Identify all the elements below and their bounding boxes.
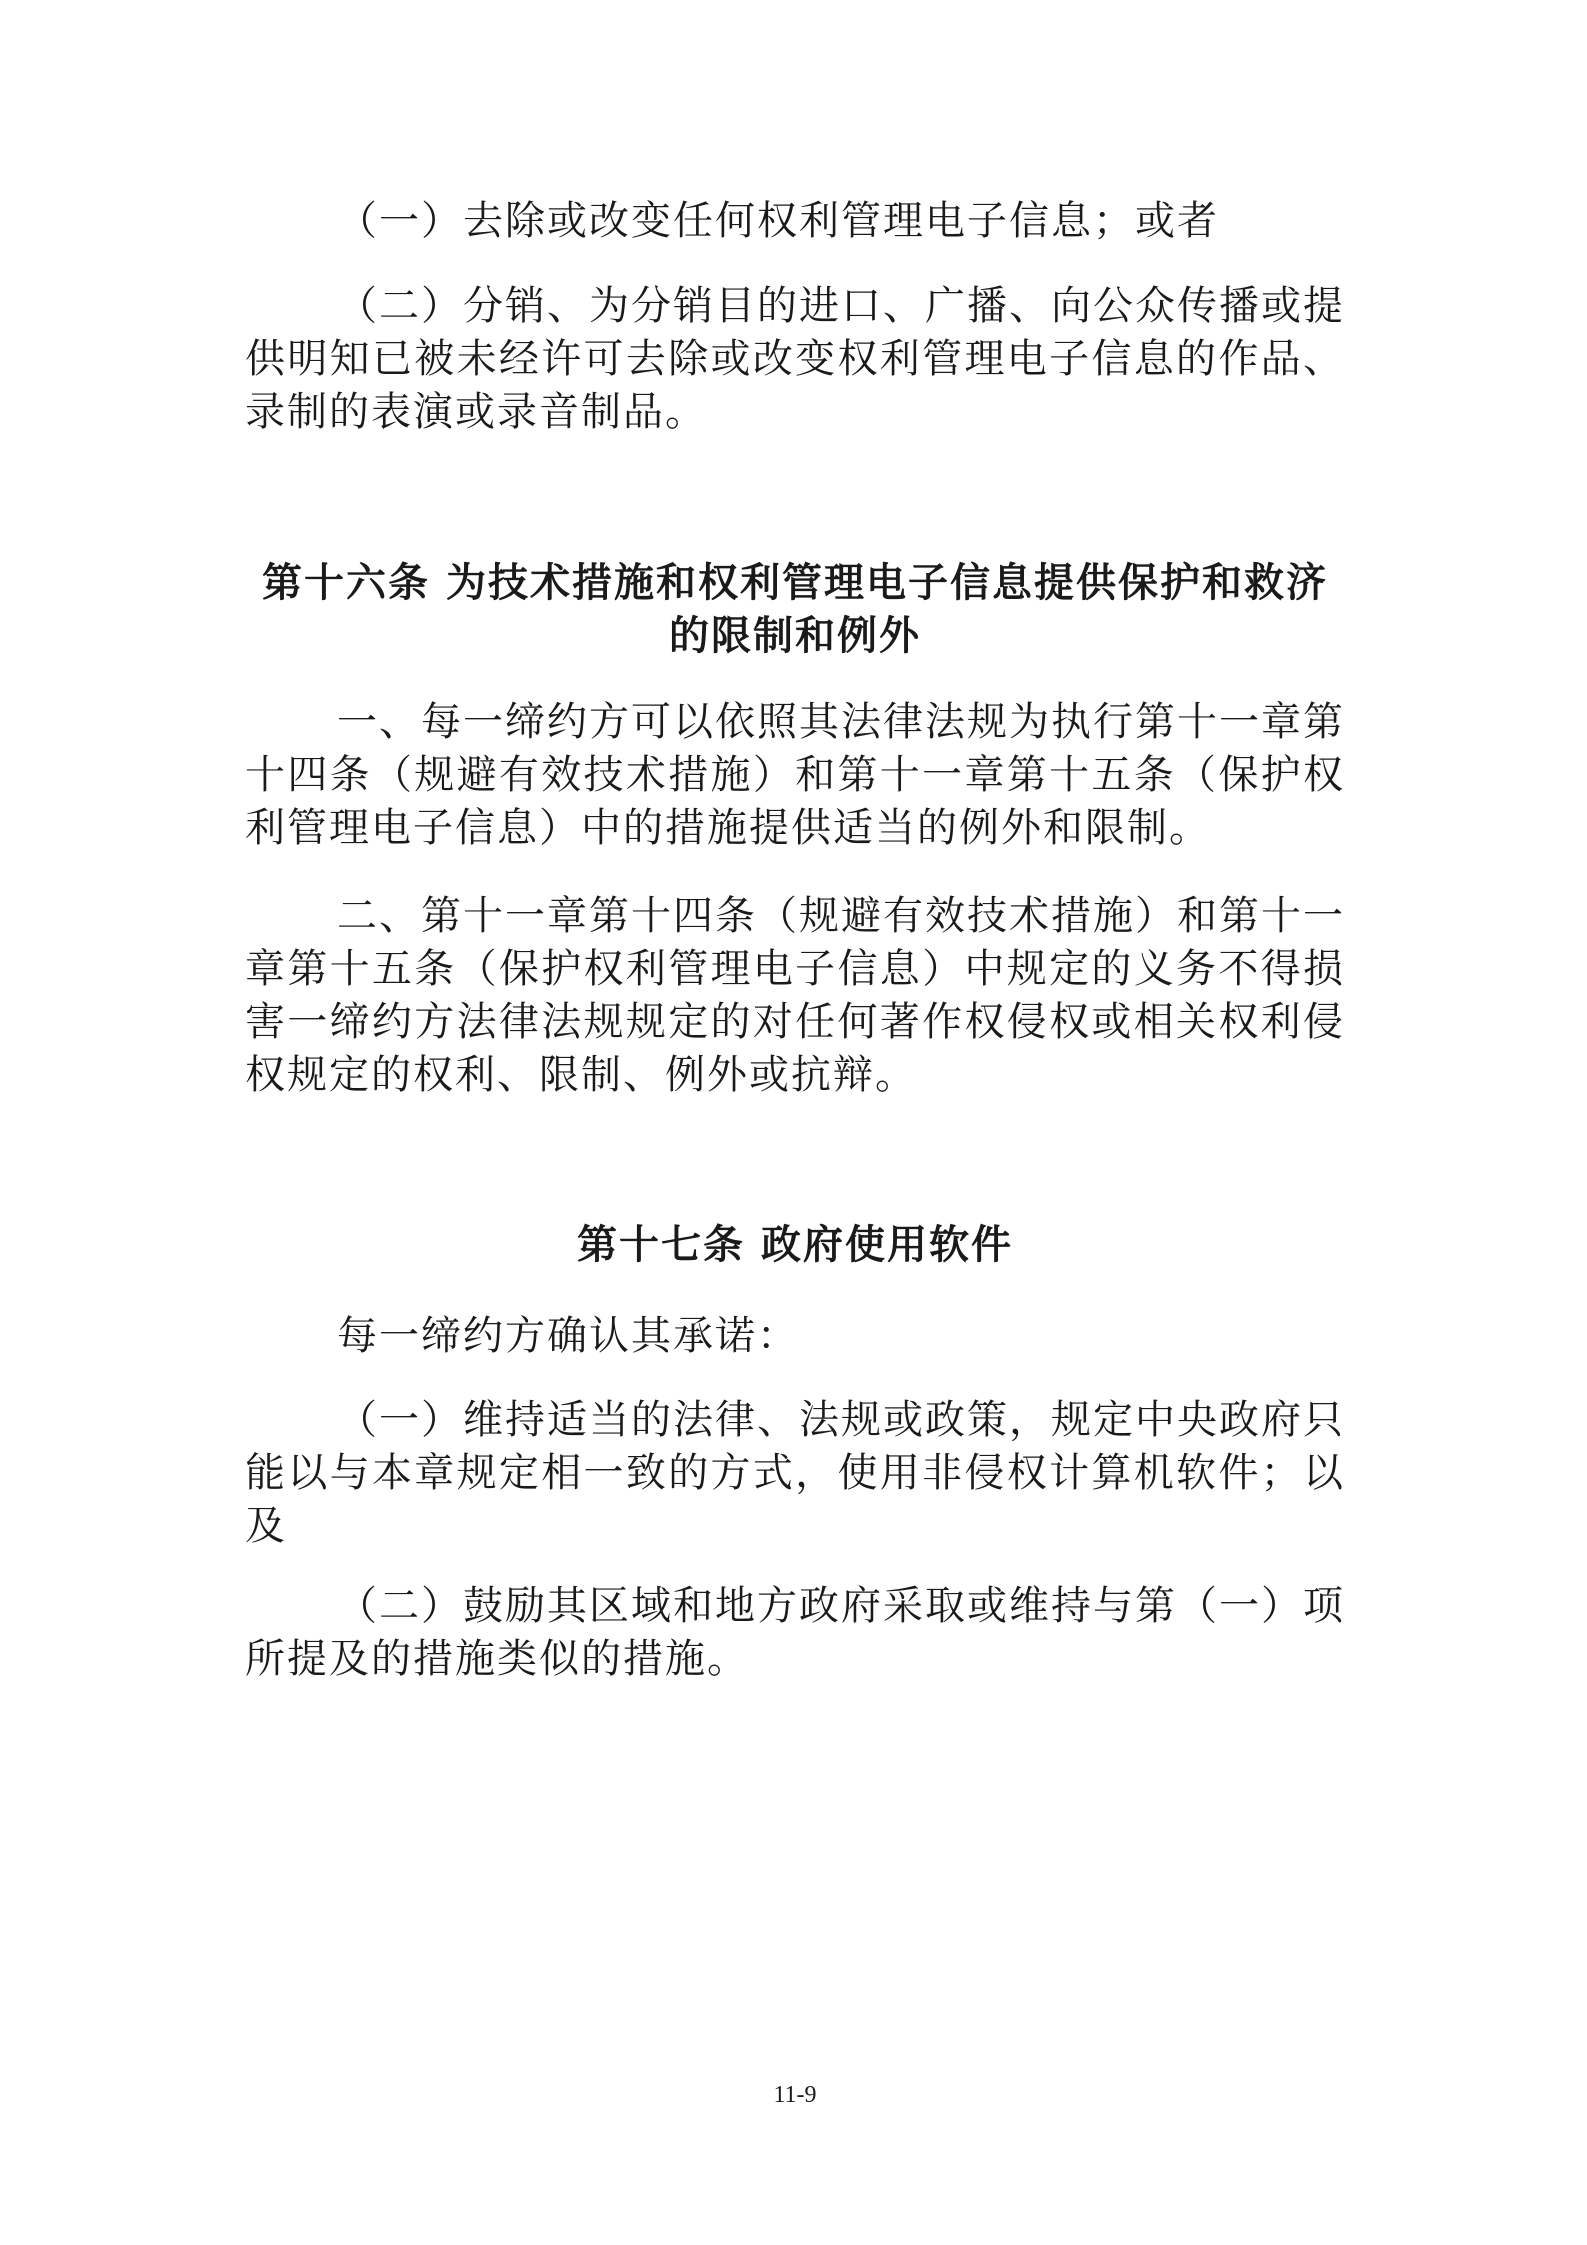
article-17-paragraph-2: （二）鼓励其区域和地方政府采取或维持与第（一）项所提及的措施类似的措施。 [245, 1583, 1345, 1682]
article-17-paragraph-1: （一）维持适当的法律、法规或政策，规定中央政府只能以与本章规定相一致的方式，使用非侵权计算机软件；以及 [245, 1397, 1345, 1549]
article-16-title: 第十六条 为技术措施和权利管理电子信息提供保护和救济的限制和例外 [262, 559, 1328, 659]
article-17-title: 第十七条 政府使用软件 [577, 1221, 1013, 1268]
page-number: 11-9 [773, 2082, 817, 2108]
article-17-intro: 每一缔约方确认其承诺： [337, 1313, 799, 1359]
article-16-paragraph-1: 一、每一缔约方可以依照其法律法规为执行第十一章第十四条（规避有效技术措施）和第十一章第十五条（保护权利管理电子信息）中的措施提供适当的例外和限制。 [245, 699, 1345, 851]
article-16-paragraph-2: 二、第十一章第十四条（规避有效技术措施）和第十一章第十五条（保护权利管理电子信息）中规定的义务不得损害一缔约方法律法规规定的对任何著作权侵权或相关权利侵权规定的权利、限制、例外或抗辩。 [245, 893, 1345, 1098]
paragraph-distribute-works: （二）分销、为分销目的进口、广播、向公众传播或提供明知已被未经许可去除或改变权利管理电子信息的作品、录制的表演或录音制品。 [245, 283, 1345, 435]
document-page [245, 0, 1345, 2245]
paragraph-remove-rmi: （一）去除或改变任何权利管理电子信息；或者 [337, 198, 1219, 244]
